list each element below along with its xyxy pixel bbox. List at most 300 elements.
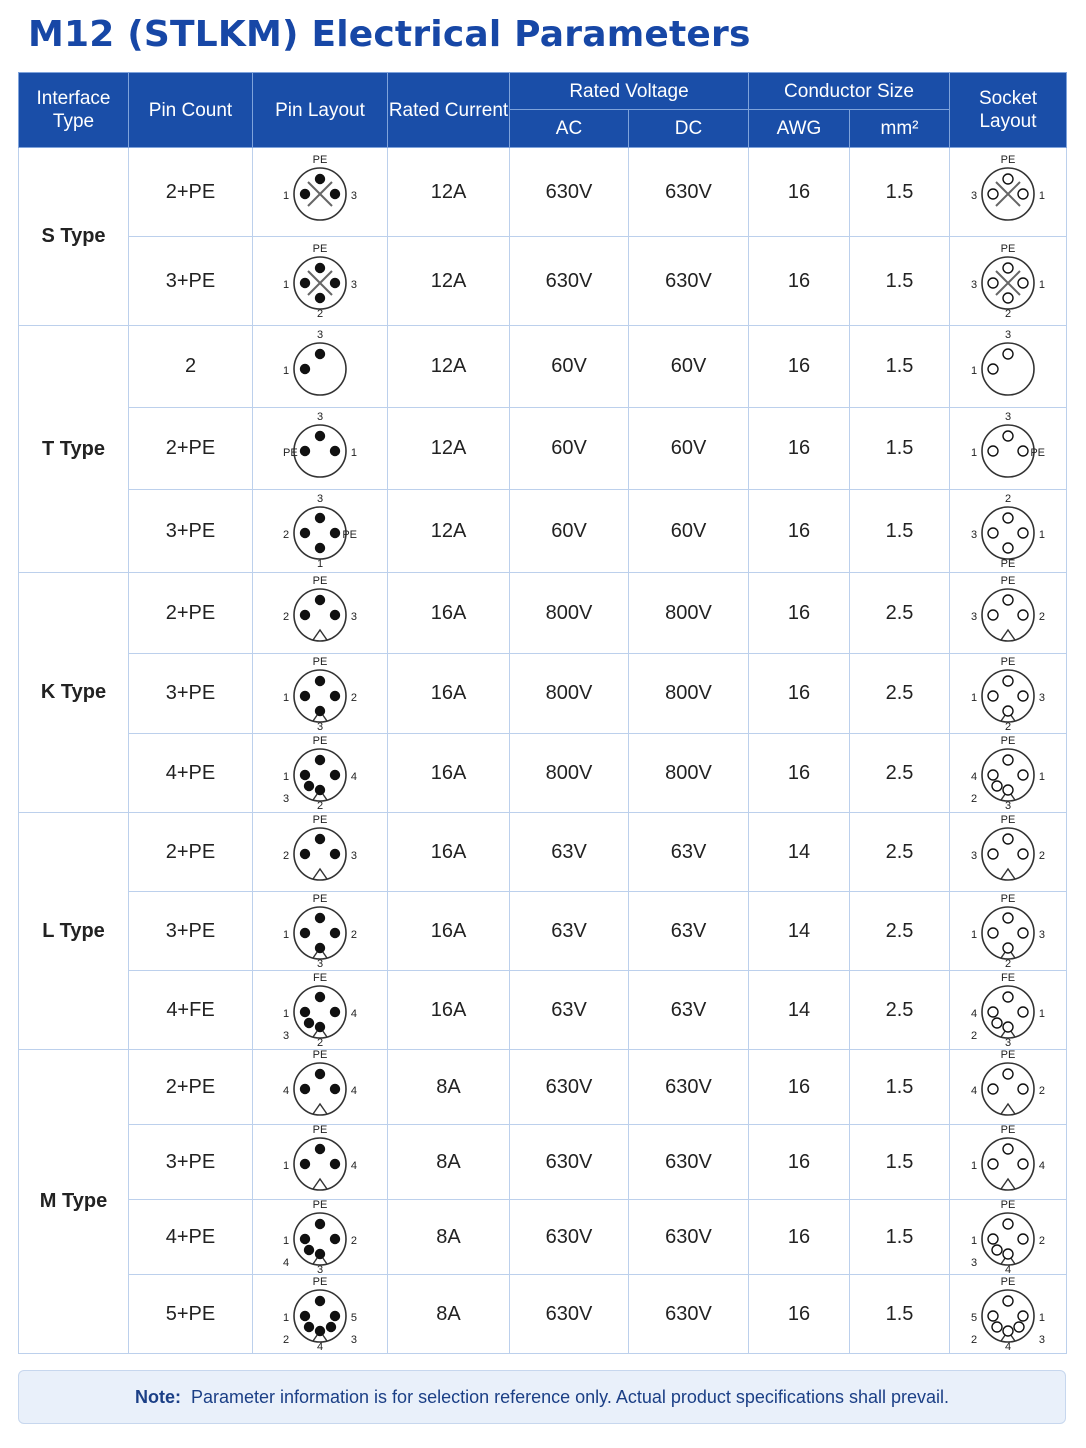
terminal-label: 1 [971,929,978,941]
terminal-label: 2 [971,1334,978,1346]
terminal-label: PE [312,656,328,668]
socket-layout-cell [950,490,1067,573]
terminal-label: 1 [1038,1008,1045,1020]
note-box [18,1370,1066,1424]
terminal-label: PE [342,529,357,541]
mm2-cell: 2.5 [850,971,950,1050]
terminal-label: 2 [283,611,290,623]
terminal-label: 2 [1004,958,1012,968]
rated-current-cell: 16A [388,654,510,734]
socket-layout-icon [963,1277,1053,1351]
pin-layout-icon [275,973,365,1047]
socket-layout-icon [963,815,1053,889]
pin-layout-cell [253,408,388,490]
terminal-label: PE [312,736,328,747]
ac-voltage-cell: 63V [510,813,629,892]
pin-layout-icon [275,330,365,404]
terminal-label: 1 [1038,529,1045,541]
pin-layout-cell [253,813,388,892]
terminal-label: FE [312,973,328,984]
pin-count-cell: 4+PE [129,1200,253,1275]
socket-layout-icon [963,244,1053,318]
dc-voltage-cell: 630V [629,1200,749,1275]
pin-layout-cell [253,1050,388,1125]
awg-cell: 16 [749,237,850,326]
dc-voltage-cell: 630V [629,1125,749,1200]
pin-layout-icon [275,412,365,486]
terminal-label: 1 [283,279,290,291]
pin-layout-cell [253,971,388,1050]
pin-layout-cell [253,654,388,734]
socket-layout-cell [950,237,1067,326]
terminal-label: PE [312,576,328,587]
rated-current-cell: 8A [388,1275,510,1354]
header-conductor-size: Conductor Size [749,73,950,110]
terminal-label: PE [1000,1200,1016,1211]
mm2-cell: 2.5 [850,734,950,813]
terminal-label: 1 [971,1160,978,1172]
terminal-label: 2 [283,1334,290,1346]
table-row [19,148,1067,237]
awg-cell: 14 [749,971,850,1050]
terminal-label: 1 [1038,771,1045,783]
mm2-cell: 1.5 [850,1200,950,1275]
terminal-label: PE [1000,155,1016,166]
terminal-label: 1 [283,691,290,704]
pin-layout-cell [253,1125,388,1200]
terminal-label: 1 [283,1312,290,1324]
table-row [19,1275,1067,1354]
terminal-label: 3 [971,529,978,541]
terminal-label: PE [1000,1050,1016,1061]
terminal-label: 4 [350,1085,357,1097]
dc-voltage-cell: 800V [629,654,749,734]
table-row [19,1200,1067,1275]
terminal-label: PE [312,155,328,166]
terminal-label: 4 [350,771,357,783]
terminal-label: 3 [316,329,324,341]
dc-voltage-cell: 630V [629,148,749,237]
awg-cell: 16 [749,734,850,813]
pin-count-cell: 3+PE [129,237,253,326]
socket-layout-icon [963,1125,1053,1199]
pin-layout-cell [253,1200,388,1275]
dc-voltage-cell: 800V [629,573,749,654]
terminal-label: 2 [1004,308,1012,318]
terminal-label: 4 [350,1008,357,1020]
ac-voltage-cell: 630V [510,1050,629,1125]
pin-count-cell: 2+PE [129,408,253,490]
terminal-label: PE [1000,656,1016,668]
table-row [19,1050,1067,1125]
socket-layout-cell [950,654,1067,734]
table-row [19,573,1067,654]
terminal-label: 3 [1038,1334,1045,1346]
rated-current-cell: 12A [388,490,510,573]
dc-voltage-cell: 63V [629,892,749,971]
mm2-cell: 2.5 [850,654,950,734]
pin-layout-icon [275,657,365,731]
header-dc: DC [629,110,749,148]
table-row [19,734,1067,813]
terminal-label: 2 [971,1030,978,1042]
rated-current-cell: 16A [388,892,510,971]
terminal-label: FE [1000,973,1016,984]
socket-layout-cell [950,1050,1067,1125]
interface-type-cell: L Type [19,813,129,1050]
terminal-label: 1 [1038,190,1045,202]
terminal-label: 2 [350,1235,357,1247]
terminal-label: 3 [971,611,978,623]
table-row [19,1125,1067,1200]
table-row [19,237,1067,326]
dc-voltage-cell: 60V [629,490,749,573]
terminal-label: 1 [283,190,290,202]
terminal-label: 1 [283,1235,290,1247]
rated-current-cell: 16A [388,734,510,813]
pin-layout-icon [275,736,365,810]
terminal-label: 2 [316,308,324,318]
rated-current-cell: 12A [388,237,510,326]
terminal-label: 3 [316,958,324,968]
awg-cell: 16 [749,573,850,654]
terminal-label: 3 [316,411,324,423]
terminal-label: 4 [283,1257,290,1269]
pin-layout-cell [253,148,388,237]
pin-count-cell: 2+PE [129,148,253,237]
awg-cell: 16 [749,1275,850,1354]
header-pin-count: Pin Count [129,73,253,148]
dc-voltage-cell: 630V [629,1050,749,1125]
awg-cell: 16 [749,326,850,408]
ac-voltage-cell: 800V [510,734,629,813]
mm2-cell: 1.5 [850,490,950,573]
dc-voltage-cell: 630V [629,237,749,326]
table-row [19,490,1067,573]
pin-count-cell: 4+PE [129,734,253,813]
terminal-label: 3 [1004,411,1012,423]
mm2-cell: 2.5 [850,813,950,892]
pin-layout-cell [253,1275,388,1354]
pin-layout-icon [275,155,365,229]
pin-layout-cell [253,734,388,813]
terminal-label: PE [1000,1277,1016,1288]
terminal-label: PE [1000,1125,1016,1136]
rated-current-cell: 16A [388,813,510,892]
terminal-label: 4 [350,1160,357,1172]
awg-cell: 16 [749,1200,850,1275]
terminal-label: 4 [316,1341,324,1351]
socket-layout-cell [950,148,1067,237]
awg-cell: 14 [749,813,850,892]
terminal-label: 2 [1038,850,1045,862]
terminal-label: 3 [1004,329,1012,341]
rated-current-cell: 12A [388,408,510,490]
socket-layout-cell [950,734,1067,813]
awg-cell: 16 [749,1050,850,1125]
terminal-label: 2 [283,850,290,862]
socket-layout-icon [963,657,1053,731]
socket-layout-icon [963,736,1053,810]
pin-layout-cell [253,490,388,573]
ac-voltage-cell: 630V [510,1125,629,1200]
rated-current-cell: 8A [388,1125,510,1200]
awg-cell: 14 [749,892,850,971]
terminal-label: 4 [971,1008,978,1020]
terminal-label: 2 [316,1037,324,1047]
pin-count-cell: 4+FE [129,971,253,1050]
socket-layout-cell [950,1200,1067,1275]
header-rated-current: Rated Current [388,73,510,148]
header-interface-type: Interface Type [19,73,129,148]
terminal-label: 4 [1004,1264,1012,1274]
socket-layout-icon [963,1050,1053,1124]
terminal-label: 1 [316,558,324,568]
terminal-label: 1 [350,446,357,459]
terminal-label: 1 [971,364,978,377]
terminal-label: 1 [971,1235,978,1247]
header-rated-voltage: Rated Voltage [510,73,749,110]
rated-current-cell: 8A [388,1050,510,1125]
interface-type-cell: K Type [19,573,129,813]
rated-current-cell: 12A [388,148,510,237]
awg-cell: 16 [749,408,850,490]
terminal-label: PE [312,815,328,826]
terminal-label: PE [312,1200,328,1211]
terminal-label: 1 [283,1008,290,1020]
pin-layout-cell [253,326,388,408]
header-mm2: mm² [850,110,950,148]
pin-count-cell: 2+PE [129,1050,253,1125]
header-ac: AC [510,110,629,148]
table-row [19,408,1067,490]
parameters-body [19,148,1067,1354]
ac-voltage-cell: 60V [510,490,629,573]
pin-layout-icon [275,894,365,968]
terminal-label: 1 [971,691,978,704]
terminal-label: 4 [283,1085,290,1097]
socket-layout-icon [963,412,1053,486]
terminal-label: PE [1000,894,1016,905]
dc-voltage-cell: 630V [629,1275,749,1354]
socket-layout-cell [950,813,1067,892]
terminal-label: PE [1000,736,1016,747]
socket-layout-icon [963,973,1053,1047]
rated-current-cell: 8A [388,1200,510,1275]
socket-layout-icon [963,894,1053,968]
pin-layout-icon [275,1277,365,1351]
terminal-label: 1 [971,446,978,459]
terminal-label: 3 [283,1030,290,1042]
mm2-cell: 1.5 [850,237,950,326]
mm2-cell: 2.5 [850,573,950,654]
terminal-label: 5 [350,1312,357,1324]
dc-voltage-cell: 800V [629,734,749,813]
terminal-label: 1 [283,364,290,377]
ac-voltage-cell: 63V [510,892,629,971]
terminal-label: 2 [283,529,290,541]
socket-layout-cell [950,892,1067,971]
ac-voltage-cell: 630V [510,148,629,237]
socket-layout-cell [950,1275,1067,1354]
terminal-label: 1 [283,771,290,783]
pin-layout-icon [275,1200,365,1274]
terminal-label: 3 [316,1264,324,1274]
pin-layout-icon [275,576,365,650]
page-title: M12 (STLKM) Electrical Parameters [28,14,751,55]
terminal-label: 1 [283,1160,290,1172]
terminal-label: PE [312,244,328,255]
terminal-label: 3 [971,279,978,291]
interface-type-cell: T Type [19,326,129,573]
terminal-label: PE [1030,446,1045,459]
awg-cell: 16 [749,1125,850,1200]
pin-layout-icon [275,494,365,568]
socket-layout-cell [950,971,1067,1050]
terminal-label: PE [1000,244,1016,255]
terminal-label: 4 [971,1085,978,1097]
terminal-label: PE [312,1277,328,1288]
terminal-label: 3 [1004,800,1012,810]
pin-count-cell: 5+PE [129,1275,253,1354]
terminal-label: 2 [1038,611,1045,623]
table-row [19,654,1067,734]
header-awg: AWG [749,110,850,148]
pin-count-cell: 3+PE [129,654,253,734]
ac-voltage-cell: 63V [510,971,629,1050]
mm2-cell: 1.5 [850,148,950,237]
ac-voltage-cell: 630V [510,1200,629,1275]
terminal-label: 2 [1038,1085,1045,1097]
terminal-label: 2 [1038,1235,1045,1247]
terminal-label: 3 [1038,929,1045,941]
terminal-label: PE [312,1125,328,1136]
pin-count-cell: 2+PE [129,573,253,654]
terminal-label: 2 [350,691,357,704]
terminal-label: 3 [283,793,290,805]
socket-layout-icon [963,330,1053,404]
terminal-label: 3 [316,494,324,505]
pin-layout-cell [253,573,388,654]
awg-cell: 16 [749,654,850,734]
terminal-label: 3 [1004,1037,1012,1047]
terminal-label: PE [1000,576,1016,587]
terminal-label: 2 [1004,494,1012,505]
awg-cell: 16 [749,490,850,573]
note-text: Parameter information is for selection reference only. Actual product specifications shall prevail. [190,1386,950,1407]
header-socket-layout: Socket Layout [950,73,1067,148]
dc-voltage-cell: 60V [629,326,749,408]
terminal-label: 5 [971,1312,978,1324]
rated-current-cell: 16A [388,573,510,654]
pin-layout-cell [253,237,388,326]
mm2-cell: 1.5 [850,1050,950,1125]
awg-cell: 16 [749,148,850,237]
terminal-label: 3 [350,850,357,862]
terminal-label: PE [312,894,328,905]
terminal-label: 2 [971,793,978,805]
terminal-label: 3 [1038,691,1045,704]
pin-layout-icon [275,244,365,318]
terminal-label: 3 [971,1257,978,1269]
pin-count-cell: 2 [129,326,253,408]
dc-voltage-cell: 60V [629,408,749,490]
terminal-label: 1 [1038,1312,1045,1324]
table-row [19,813,1067,892]
pin-count-cell: 3+PE [129,1125,253,1200]
socket-layout-icon [963,1200,1053,1274]
terminal-label: 3 [350,1334,357,1346]
ac-voltage-cell: 800V [510,573,629,654]
terminal-label: PE [283,446,298,459]
pin-count-cell: 3+PE [129,490,253,573]
mm2-cell: 1.5 [850,1125,950,1200]
interface-type-cell: M Type [19,1050,129,1354]
ac-voltage-cell: 60V [510,408,629,490]
socket-layout-cell [950,326,1067,408]
mm2-cell: 1.5 [850,1275,950,1354]
pin-layout-icon [275,815,365,889]
terminal-label: 2 [316,800,324,810]
ac-voltage-cell: 630V [510,237,629,326]
socket-layout-cell [950,408,1067,490]
terminal-label: 1 [283,929,290,941]
terminal-label: 4 [971,771,978,783]
terminal-label: 3 [350,190,357,202]
terminal-label: 2 [1004,720,1012,731]
socket-layout-icon [963,576,1053,650]
terminal-label: 4 [1004,1341,1012,1351]
socket-layout-icon [963,494,1053,568]
terminal-label: PE [1000,815,1016,826]
terminal-label: 1 [1038,279,1045,291]
table-row [19,326,1067,408]
parameters-table [18,72,1067,1354]
interface-type-cell: S Type [19,148,129,326]
pin-layout-icon [275,1050,365,1124]
ac-voltage-cell: 800V [510,654,629,734]
rated-current-cell: 12A [388,326,510,408]
ac-voltage-cell: 630V [510,1275,629,1354]
socket-layout-cell [950,573,1067,654]
terminal-label: 2 [350,929,357,941]
table-row [19,971,1067,1050]
rated-current-cell: 16A [388,971,510,1050]
terminal-label: 3 [350,279,357,291]
terminal-label: 4 [1038,1160,1045,1172]
pin-count-cell: 3+PE [129,892,253,971]
socket-layout-icon [963,155,1053,229]
terminal-label: 3 [350,611,357,623]
mm2-cell: 1.5 [850,408,950,490]
terminal-label: PE [1000,558,1016,568]
socket-layout-cell [950,1125,1067,1200]
terminal-label: 3 [316,720,324,731]
dc-voltage-cell: 63V [629,971,749,1050]
terminal-label: PE [312,1050,328,1061]
ac-voltage-cell: 60V [510,326,629,408]
dc-voltage-cell: 63V [629,813,749,892]
pin-count-cell: 2+PE [129,813,253,892]
table-row [19,892,1067,971]
pin-layout-cell [253,892,388,971]
header-pin-layout: Pin Layout [253,73,388,148]
terminal-label: 3 [971,850,978,862]
note-label: Note: [134,1386,181,1407]
mm2-cell: 2.5 [850,892,950,971]
terminal-label: 3 [971,190,978,202]
mm2-cell: 1.5 [850,326,950,408]
